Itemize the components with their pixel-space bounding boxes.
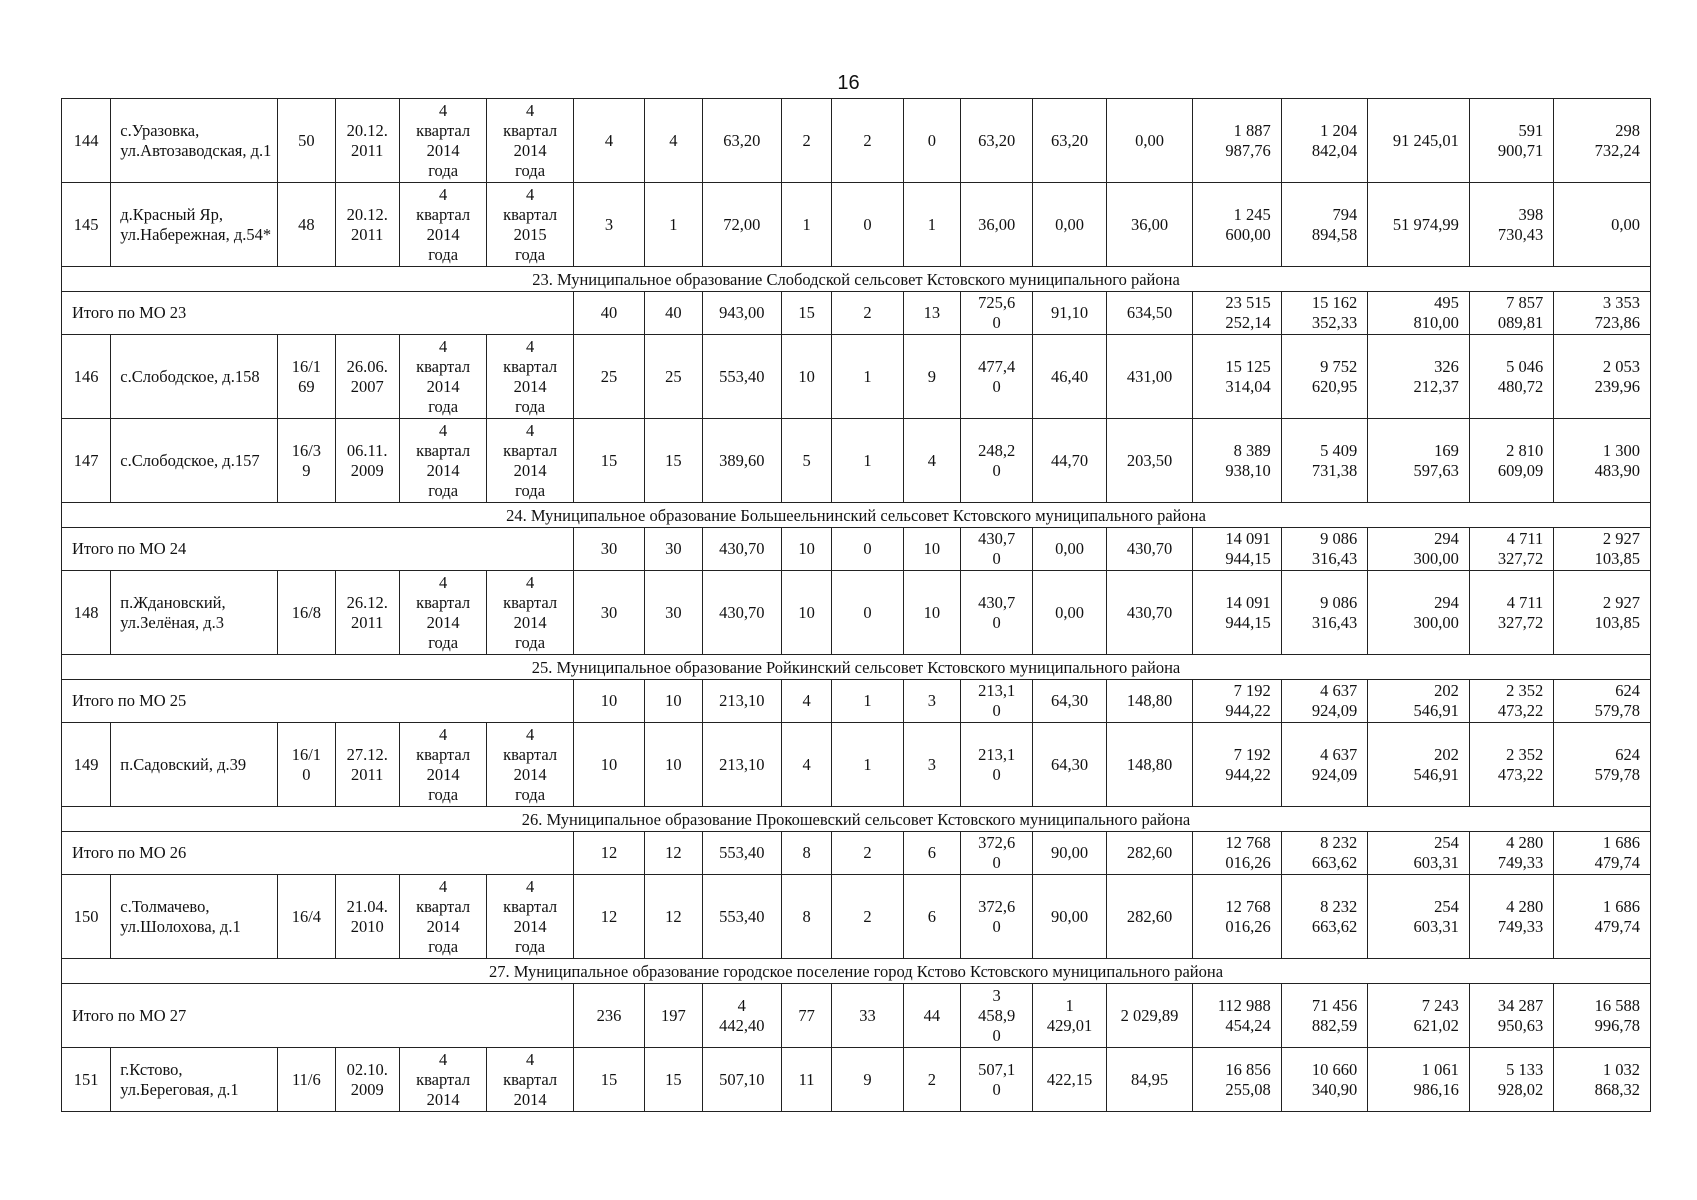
table-cell: 372,6 0 [960,832,1032,875]
table-cell: 8 389 938,10 [1193,419,1282,503]
table-cell: 6 [903,832,960,875]
table-cell: 4 квартал 2014 года [487,875,573,959]
table-cell: 15 [645,419,702,503]
table-cell: 14 091 944,15 [1193,528,1282,571]
table-cell: 5 409 731,38 [1281,419,1367,503]
table-cell: 2 927 103,85 [1554,528,1651,571]
table-cell: 624 579,78 [1554,723,1651,807]
table-cell: 91,10 [1033,292,1106,335]
table-cell: 2 810 609,09 [1469,419,1553,503]
table-cell: 15 [645,1048,702,1112]
section-header-row [62,655,1651,680]
table-cell: 16/1 0 [278,723,335,807]
table-cell: 4 квартал 2014 года [399,99,486,183]
table-cell: 4 280 749,33 [1469,832,1553,875]
table-cell: 4 квартал 2014 года [487,419,573,503]
table-cell: 202 546,91 [1368,723,1470,807]
table-cell: 10 [573,723,644,807]
table-cell: 8 [781,832,831,875]
table-cell: 2 [832,292,903,335]
table-cell: 15 125 314,04 [1193,335,1282,419]
table-cell: 2 053 239,96 [1554,335,1651,419]
section-title: 26. Муниципальное образование Прокошевский сельсовет Кстовского муниципального района [62,807,1651,832]
table-cell: 12 [573,832,644,875]
table-cell: 213,1 0 [960,680,1032,723]
table-cell: 2 352 473,22 [1469,680,1553,723]
table-cell: 7 192 944,22 [1193,723,1282,807]
table-cell: 213,10 [702,723,781,807]
table-cell: 1 686 479,74 [1554,832,1651,875]
subtotal-label: Итого по МО 25 [62,680,574,723]
table-cell: 0,00 [1554,183,1651,267]
table-cell: 25 [573,335,644,419]
table-cell: 3 353 723,86 [1554,292,1651,335]
table-row [62,183,1651,267]
table-cell: 4 280 749,33 [1469,875,1553,959]
address-cell: г.Кстово, ул.Береговая, д.1 [111,1048,278,1112]
table-cell: 0 [832,571,903,655]
table-cell: 84,95 [1106,1048,1192,1112]
table-body [62,99,1651,1112]
table-cell: 4 квартал 2014 [487,1048,573,1112]
subtotal-row [62,292,1651,335]
section-title: 25. Муниципальное образование Ройкинский сельсовет Кстовского муниципального района [62,655,1651,680]
table-cell: 430,70 [702,528,781,571]
table-cell: 0 [903,99,960,183]
table-row [62,875,1651,959]
table-cell: 282,60 [1106,832,1192,875]
section-title: 27. Муниципальное образование городское поселение город Кстово Кстовского муниципального района [62,959,1651,984]
table-cell: 63,20 [960,99,1032,183]
table-cell: 4 квартал 2014 года [399,183,486,267]
row-number: 148 [62,571,111,655]
table-cell: 30 [645,571,702,655]
row-number: 146 [62,335,111,419]
table-cell: 20.12. 2011 [335,99,399,183]
table-cell: 25 [645,335,702,419]
table-cell: 4 квартал 2014 года [487,723,573,807]
table-cell: 4 [573,99,644,183]
row-number: 150 [62,875,111,959]
table-cell: 398 730,43 [1469,183,1553,267]
subtotal-row [62,832,1651,875]
table-cell: 197 [645,984,702,1048]
table-cell: 36,00 [960,183,1032,267]
table-cell: 112 988 454,24 [1193,984,1282,1048]
table-cell: 0,00 [1033,571,1106,655]
table-cell: 90,00 [1033,832,1106,875]
table-cell: 27.12. 2011 [335,723,399,807]
table-cell: 0 [832,183,903,267]
table-cell: 44 [903,984,960,1048]
table-cell: 203,50 [1106,419,1192,503]
table-cell: 7 192 944,22 [1193,680,1282,723]
table-cell: 294 300,00 [1368,528,1470,571]
table-cell: 16 588 996,78 [1554,984,1651,1048]
table-cell: 1 [832,335,903,419]
table-cell: 6 [903,875,960,959]
table-cell: 4 квартал 2014 года [399,571,486,655]
table-cell: 63,20 [702,99,781,183]
table-cell: 7 857 089,81 [1469,292,1553,335]
table-cell: 4 квартал 2014 года [487,571,573,655]
table-cell: 495 810,00 [1368,292,1470,335]
table-cell: 0 [832,528,903,571]
table-cell: 254 603,31 [1368,832,1470,875]
table-cell: 7 243 621,02 [1368,984,1470,1048]
table-cell: 794 894,58 [1281,183,1367,267]
table-cell: 2 [832,832,903,875]
table-cell: 30 [645,528,702,571]
table-cell: 20.12. 2011 [335,183,399,267]
table-cell: 4 квартал 2014 года [399,335,486,419]
table-cell: 634,50 [1106,292,1192,335]
table-cell: 72,00 [702,183,781,267]
table-row [62,419,1651,503]
table-cell: 4 [903,419,960,503]
table-cell: 9 [832,1048,903,1112]
table-cell: 64,30 [1033,723,1106,807]
table-cell: 8 232 663,62 [1281,875,1367,959]
table-cell: 4 квартал 2014 года [399,723,486,807]
table-cell: 10 [781,528,831,571]
table-cell: 4 711 327,72 [1469,571,1553,655]
table-cell: 202 546,91 [1368,680,1470,723]
table-cell: 213,10 [702,680,781,723]
table-cell: 9 086 316,43 [1281,528,1367,571]
table-cell: 1 [832,723,903,807]
table-cell: 254 603,31 [1368,875,1470,959]
subtotal-label: Итого по МО 26 [62,832,574,875]
table-cell: 553,40 [702,832,781,875]
table-cell: 71 456 882,59 [1281,984,1367,1048]
row-number: 147 [62,419,111,503]
table-cell: 16/4 [278,875,335,959]
table-cell: 15 162 352,33 [1281,292,1367,335]
table-cell: 9 [903,335,960,419]
table-cell: 0,00 [1033,183,1106,267]
subtotal-row [62,680,1651,723]
table-cell: 236 [573,984,644,1048]
table-cell: 507,10 [702,1048,781,1112]
table-cell: 48 [278,183,335,267]
table-cell: 430,7 0 [960,571,1032,655]
table-cell: 10 [645,723,702,807]
table-cell: 12 [645,832,702,875]
table-cell: 63,20 [1033,99,1106,183]
table-cell: 4 442,40 [702,984,781,1048]
address-cell: с.Слободское, д.157 [111,419,278,503]
table-row [62,99,1651,183]
table-cell: 21.04. 2010 [335,875,399,959]
subtotal-label: Итого по МО 24 [62,528,574,571]
table-cell: 3 [903,723,960,807]
subtotal-label: Итого по МО 27 [62,984,574,1048]
table-cell: 10 [573,680,644,723]
table-cell: 5 046 480,72 [1469,335,1553,419]
table-cell: 4 квартал 2014 [399,1048,486,1112]
table-cell: 3 [903,680,960,723]
table-cell: 3 [573,183,644,267]
table-cell: 430,7 0 [960,528,1032,571]
table-cell: 33 [832,984,903,1048]
table-cell: 148,80 [1106,680,1192,723]
section-header-row [62,267,1651,292]
page-number: 16 [837,72,860,94]
table-cell: 2 [832,875,903,959]
table-row [62,571,1651,655]
table-cell: 4 637 924,09 [1281,723,1367,807]
table-cell: 1 [645,183,702,267]
table-cell: 9 752 620,95 [1281,335,1367,419]
table-cell: 294 300,00 [1368,571,1470,655]
address-cell: п.Садовский, д.39 [111,723,278,807]
table-cell: 06.11. 2009 [335,419,399,503]
table-cell: 26.06. 2007 [335,335,399,419]
table-cell: 2 352 473,22 [1469,723,1553,807]
table-cell: 4 квартал 2015 года [487,183,573,267]
table-cell: 16/3 9 [278,419,335,503]
table-cell: 169 597,63 [1368,419,1470,503]
table-cell: 725,6 0 [960,292,1032,335]
table-cell: 40 [645,292,702,335]
table-cell: 1 [832,680,903,723]
table-cell: 1 300 483,90 [1554,419,1651,503]
row-number: 149 [62,723,111,807]
table-cell: 4 квартал 2014 года [487,99,573,183]
table-cell: 10 [781,335,831,419]
table-cell: 2 927 103,85 [1554,571,1651,655]
row-number: 145 [62,183,111,267]
address-cell: д.Красный Яр, ул.Набережная, д.54* [111,183,278,267]
table-cell: 1 061 986,16 [1368,1048,1470,1112]
section-header-row [62,503,1651,528]
table-cell: 77 [781,984,831,1048]
table-cell: 11 [781,1048,831,1112]
housing-register-table [61,98,1651,1112]
address-cell: с.Уразовка, ул.Автозаводская, д.1 [111,99,278,183]
table-cell: 1 [903,183,960,267]
table-cell: 10 [903,528,960,571]
table-cell: 4 711 327,72 [1469,528,1553,571]
table-cell: 10 [645,680,702,723]
table-cell: 2 [903,1048,960,1112]
table-cell: 15 [781,292,831,335]
table-cell: 16/8 [278,571,335,655]
table-cell: 10 660 340,90 [1281,1048,1367,1112]
table-cell: 3 458,9 0 [960,984,1032,1048]
table-cell: 8 [781,875,831,959]
table-cell: 4 квартал 2014 года [487,335,573,419]
table-cell: 4 квартал 2014 года [399,419,486,503]
table-cell: 11/6 [278,1048,335,1112]
table-cell: 213,1 0 [960,723,1032,807]
table-cell: 15 [573,419,644,503]
table-cell: 1 [832,419,903,503]
table-cell: 1 [781,183,831,267]
table-cell: 1 429,01 [1033,984,1106,1048]
address-cell: с.Толмачево, ул.Шолохова, д.1 [111,875,278,959]
table-cell: 430,70 [702,571,781,655]
table-cell: 26.12. 2011 [335,571,399,655]
table-cell: 477,4 0 [960,335,1032,419]
table-cell: 12 768 016,26 [1193,832,1282,875]
table-cell: 5 133 928,02 [1469,1048,1553,1112]
table-row [62,723,1651,807]
table-cell: 10 [903,571,960,655]
table-cell: 4 [781,680,831,723]
section-title: 23. Муниципальное образование Слободской сельсовет Кстовского муниципального района [62,267,1651,292]
table-cell: 422,15 [1033,1048,1106,1112]
row-number: 151 [62,1048,111,1112]
table-cell: 248,2 0 [960,419,1032,503]
table-cell: 372,6 0 [960,875,1032,959]
table-cell: 2 029,89 [1106,984,1192,1048]
table-cell: 4 637 924,09 [1281,680,1367,723]
table-cell: 16 856 255,08 [1193,1048,1282,1112]
table-cell: 431,00 [1106,335,1192,419]
table-cell: 13 [903,292,960,335]
table-cell: 430,70 [1106,528,1192,571]
table-cell: 16/1 69 [278,335,335,419]
table-cell: 64,30 [1033,680,1106,723]
table-cell: 389,60 [702,419,781,503]
table-row [62,335,1651,419]
subtotal-row [62,984,1651,1048]
table-cell: 298 732,24 [1554,99,1651,183]
table-cell: 4 квартал 2014 года [399,875,486,959]
table-cell: 5 [781,419,831,503]
table-cell: 02.10. 2009 [335,1048,399,1112]
subtotal-row [62,528,1651,571]
section-header-row [62,959,1651,984]
table-cell: 12 [573,875,644,959]
table-cell: 40 [573,292,644,335]
table-cell: 9 086 316,43 [1281,571,1367,655]
table-cell: 90,00 [1033,875,1106,959]
table-cell: 148,80 [1106,723,1192,807]
table-cell: 507,1 0 [960,1048,1032,1112]
table-cell: 430,70 [1106,571,1192,655]
table-cell: 8 232 663,62 [1281,832,1367,875]
section-header-row [62,807,1651,832]
table-cell: 553,40 [702,335,781,419]
row-number: 144 [62,99,111,183]
address-cell: п.Ждановский, ул.Зелёная, д.3 [111,571,278,655]
section-title: 24. Муниципальное образование Большеельнинский сельсовет Кстовского муниципального района [62,503,1651,528]
table-cell: 553,40 [702,875,781,959]
table-cell: 2 [832,99,903,183]
table-cell: 34 287 950,63 [1469,984,1553,1048]
table-row [62,1048,1651,1112]
table-cell: 282,60 [1106,875,1192,959]
table-cell: 12 [645,875,702,959]
table-cell: 36,00 [1106,183,1192,267]
table-cell: 14 091 944,15 [1193,571,1282,655]
table-cell: 0,00 [1033,528,1106,571]
table-cell: 1 686 479,74 [1554,875,1651,959]
subtotal-label: Итого по МО 23 [62,292,574,335]
table-cell: 30 [573,528,644,571]
table-cell: 44,70 [1033,419,1106,503]
table-cell: 1 245 600,00 [1193,183,1282,267]
table-cell: 0,00 [1106,99,1192,183]
table-cell: 10 [781,571,831,655]
table-cell: 91 245,01 [1368,99,1470,183]
table-cell: 4 [781,723,831,807]
table-cell: 591 900,71 [1469,99,1553,183]
table-cell: 1 204 842,04 [1281,99,1367,183]
table-cell: 51 974,99 [1368,183,1470,267]
table-cell: 1 887 987,76 [1193,99,1282,183]
table-cell: 46,40 [1033,335,1106,419]
table-cell: 15 [573,1048,644,1112]
table-cell: 624 579,78 [1554,680,1651,723]
table-cell: 326 212,37 [1368,335,1470,419]
table-cell: 943,00 [702,292,781,335]
table-cell: 50 [278,99,335,183]
table-cell: 1 032 868,32 [1554,1048,1651,1112]
table-cell: 30 [573,571,644,655]
table-cell: 2 [781,99,831,183]
address-cell: с.Слободское, д.158 [111,335,278,419]
table-cell: 4 [645,99,702,183]
table-cell: 12 768 016,26 [1193,875,1282,959]
table-cell: 23 515 252,14 [1193,292,1282,335]
